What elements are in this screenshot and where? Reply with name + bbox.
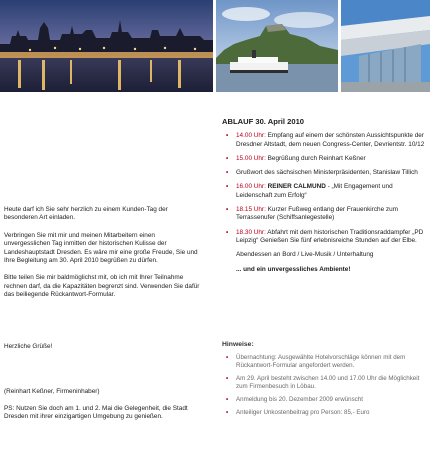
notes-title: Hinweise:: [222, 341, 254, 348]
schedule-text: Kurzer Fußweg entlang der Frauenkirche zum Terrassenufer (Schiffsanlegestelle): [236, 206, 398, 222]
schedule-time: 14.00 Uhr:: [236, 132, 266, 140]
schedule-item: [222, 229, 427, 246]
intro-text: Heute darf ich Sie sehr herzlich zu einem Kunden-Tag der besonderen Art einladen.: [4, 206, 168, 222]
schedule-item: [222, 132, 427, 149]
postscript: PS: Nutzen Sie doch am 1. und 2. Mai die Gelegenheit, die Stadt Dresden mit ihrer einzigartigen Umgebung zu genießen.: [4, 405, 188, 421]
paragraph-invitation: Verbringen Sie mit mir und meinen Mitarbeitern einen unvergesslichen Tag inmitten der historischen Kulisse der Landeshauptstadt Dresden. Es wäre mir eine große Freude, Sie und Ihre Begleitung am 30. April 2010 begrüßen zu dürfen.: [4, 231, 198, 265]
speaker-name: REINER CALMUND: [267, 183, 326, 191]
bullet-icon: •: [226, 169, 229, 177]
bullet-icon: •: [226, 375, 229, 382]
schedule-time: 15.00 Uhr:: [236, 154, 266, 162]
paragraph-rsvp: Bitte teilen Sie mir baldmöglichst mit, ob ich mit Ihrer Teilnahme rechnen darf, da die Kapazitäten begrenzt sind. Verwenden Sie dafür das beiliegende Rückantwort-Formular.: [4, 274, 200, 299]
bullet-icon: •: [226, 409, 229, 416]
schedule-text: - „Mit Engagement und Leidenschaft zum Erfolg“: [236, 183, 393, 199]
schedule-text: Abfahrt mit dem historischen Traditionsraddampfer „PD Leipzig“ Genießen Sie fünf erlebnisreiche Stunden auf der Elbe.: [236, 228, 424, 244]
note-item: [222, 396, 427, 404]
evening-program: Abendessen an Bord / Live-Musik / Unterhaltung: [236, 251, 374, 259]
schedule-item: [222, 169, 427, 177]
schedule: [222, 118, 427, 280]
bullet-icon: •: [226, 354, 229, 361]
signature: (Reinhart Keßner, Firmeninhaber): [4, 388, 100, 395]
schedule-text: Begrüßung durch Reinhart Keßner: [267, 154, 366, 162]
dresden-skyline-night-photo: [0, 0, 213, 92]
note-item: [222, 409, 427, 417]
greeting: Herzliche Grüße!: [4, 343, 53, 350]
note-text: Anmeldung bis 20. Dezember 2009 erwünscht: [236, 396, 363, 403]
schedule-time: 16.00 Uhr:: [236, 183, 266, 191]
schedule-title: [222, 118, 427, 126]
closing-line: ... und ein unvergessliches Ambiente!: [236, 265, 351, 273]
schedule-title-word: ABLAUF: [222, 117, 254, 126]
schedule-text: Empfang auf einem der schönsten Aussichtspunkte der Dresdner Altstadt, dem neuen Congress-Center, Devrientstr. 10/12: [236, 132, 425, 148]
note-item: [222, 354, 427, 370]
note-text: Am 29. April besteht zwischen 14.00 und 17.00 Uhr die Möglichkeit zum Firmenbesuch in Löbau.: [236, 375, 420, 390]
bullet-icon: •: [226, 154, 229, 162]
schedule-time: 18.15 Uhr:: [236, 206, 266, 214]
letter-intro: [4, 206, 202, 309]
bullet-icon: •: [226, 206, 229, 214]
steamboat-elbe-photo: [216, 0, 338, 92]
bullet-icon: •: [226, 183, 229, 191]
bullet-icon: •: [226, 132, 229, 140]
schedule-item: [222, 183, 427, 200]
schedule-text: Grußwort des sächsischen Ministerpräsidenten, Stanislaw Tillich: [236, 169, 418, 177]
schedule-date: 30. April 2010: [255, 117, 305, 126]
note-text: Übernachtung: Ausgewählte Hotelvorschläge können mit dem Rückantwort-Formular angefordert werden.: [236, 354, 406, 369]
schedule-item: [222, 206, 427, 223]
note-item: [222, 375, 427, 391]
note-text: Anteiliger Unkostenbeitrag pro Person: 85,- Euro: [236, 409, 370, 416]
schedule-time: 18.30 Uhr:: [236, 228, 266, 236]
photo-strip: [0, 0, 430, 92]
bullet-icon: •: [226, 396, 229, 403]
bullet-icon: •: [226, 228, 229, 236]
modern-building-photo: [341, 0, 430, 92]
schedule-item: [222, 155, 427, 163]
notes-section: [222, 341, 427, 422]
